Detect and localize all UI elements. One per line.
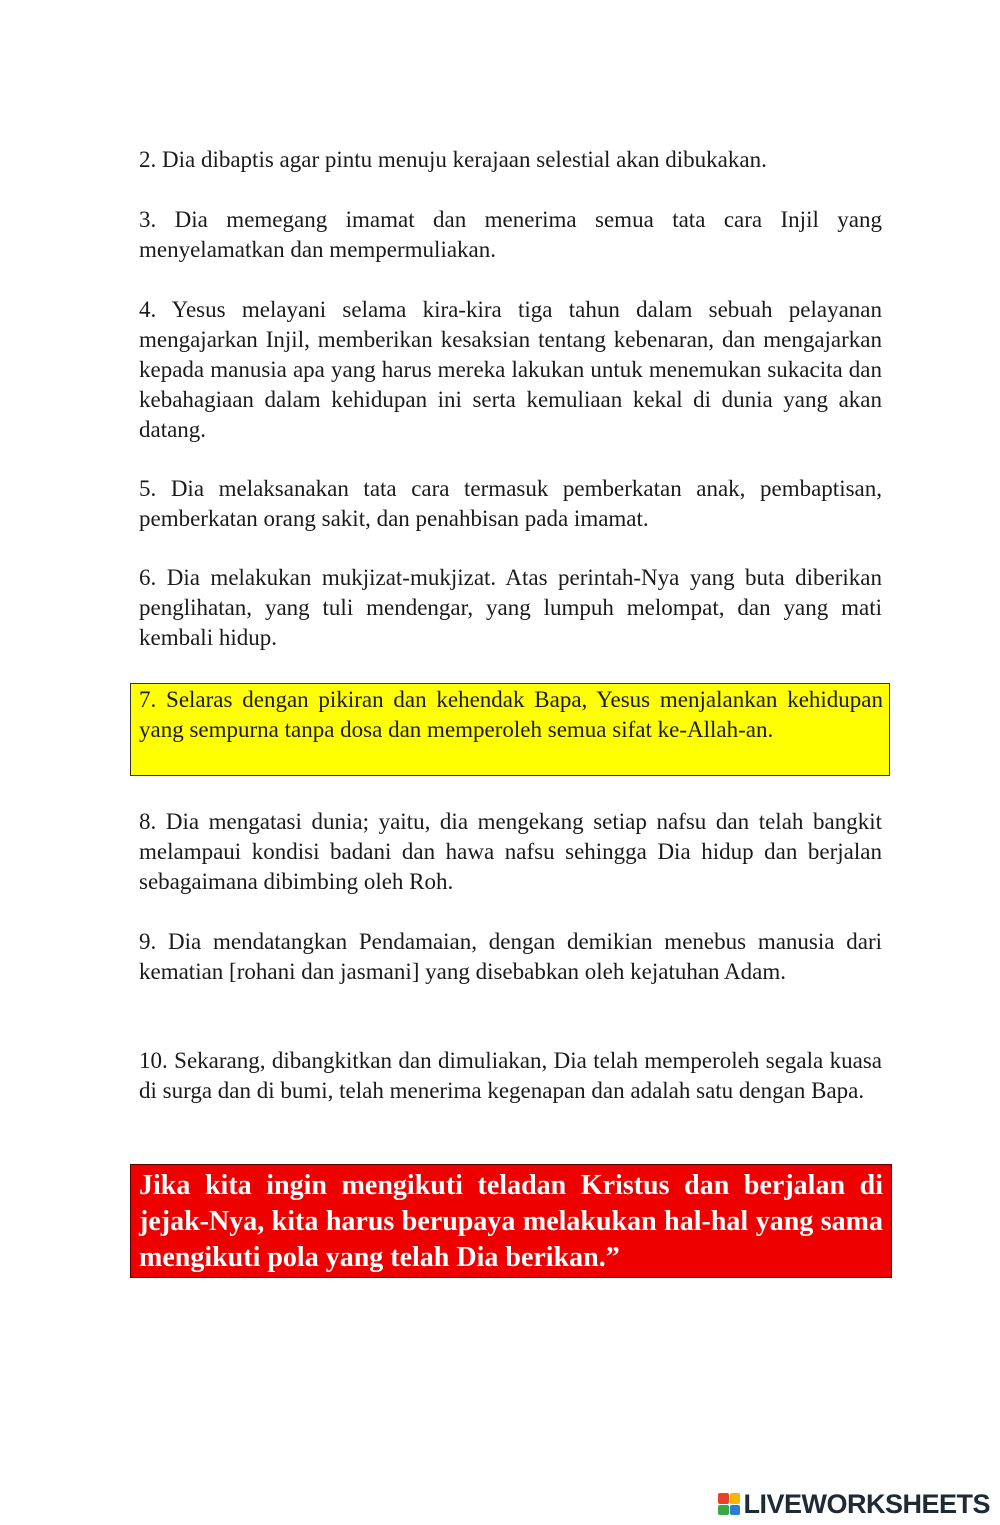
- paragraph-5: 5. Dia melaksanakan tata cara termasuk pemberkatan anak, pembaptisan, pemberkatan orang sakit, dan penahbisan pada imamat.: [139, 476, 882, 531]
- liveworksheets-watermark: [718, 1488, 990, 1519]
- paragraph-9: 9. Dia mendatangkan Pendamaian, dengan demikian menebus manusia dari kematian [rohani dan jasmani] yang disebabkan oleh kejatuhan Adam.: [139, 929, 882, 984]
- liveworksheets-logo-icon: [718, 1493, 740, 1515]
- paragraph-2: 2. Dia dibaptis agar pintu menuju kerajaan selestial akan dibukakan.: [139, 147, 767, 172]
- paragraph-7-highlighted: 7. Selaras dengan pikiran dan kehendak Bapa, Yesus menjalankan kehidupan yang sempurna tanpa dosa dan memperoleh semua sifat ke-Allah-an.: [139, 687, 883, 742]
- paragraph-3: 3. Dia memegang imamat dan menerima semua tata cara Injil yang menyelamatkan dan mempermuliakan.: [139, 207, 882, 262]
- callout-box: [130, 1164, 892, 1278]
- callout-text: Jika kita ingin mengikuti teladan Kristus dan berjalan di jejak-Nya, kita harus berupaya melakukan hal-hal yang sama mengikuti pola yang telah Dia berikan.”: [139, 1170, 883, 1273]
- paragraph-10: 10. Sekarang, dibangkitkan dan dimuliakan, Dia telah memperoleh segala kuasa di surga dan di bumi, telah menerima kegenapan dan adalah satu dengan Bapa.: [139, 1048, 882, 1103]
- watermark-text: LIVEWORKSHEETS: [743, 1488, 990, 1519]
- paragraph-8: 8. Dia mengatasi dunia; yaitu, dia mengekang setiap nafsu dan telah bangkit melampaui kondisi badani dan hawa nafsu sehingga Dia hidup dan berjalan sebagaimana dibimbing oleh Roh.: [139, 809, 882, 894]
- paragraph-4: 4. Yesus melayani selama kira-kira tiga tahun dalam sebuah pelayanan mengajarkan Injil, memberikan kesaksian tentang kebenaran, dan mengajarkan kepada manusia apa yang harus mereka lakukan untuk menemukan sukacita dan kebahagiaan dalam kehidupan ini serta kemuliaan kekal di dunia yang akan datang.: [139, 297, 882, 442]
- highlighted-box: [130, 683, 890, 776]
- paragraph-6: 6. Dia melakukan mukjizat-mukjizat. Atas perintah-Nya yang buta diberikan penglihatan, yang tuli mendengar, yang lumpuh melompat, dan yang mati kembali hidup.: [139, 565, 882, 650]
